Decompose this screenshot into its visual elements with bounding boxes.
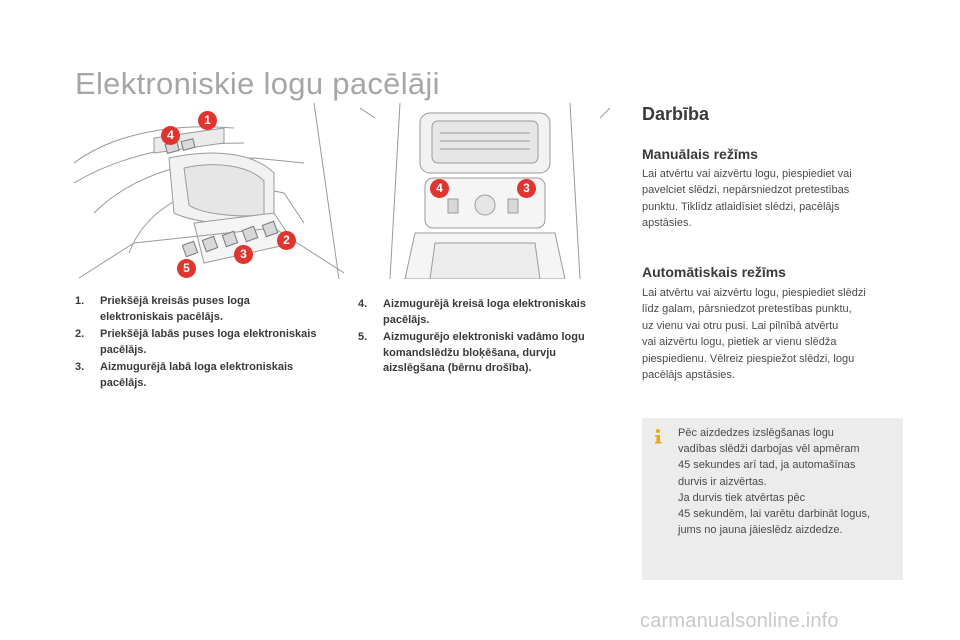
legend-item-2 bbox=[75, 327, 325, 358]
callout-4-front: 4 bbox=[161, 126, 180, 145]
callout-4-rear: 4 bbox=[430, 179, 449, 198]
legend-item-1 bbox=[75, 294, 325, 325]
legend-number: 3. bbox=[75, 361, 85, 373]
auto-mode-title: Automātiskais režīms bbox=[642, 264, 786, 280]
callout-5: 5 bbox=[177, 259, 196, 278]
legend-item-3 bbox=[75, 360, 325, 391]
legend-item-4 bbox=[358, 297, 618, 328]
legend-text: Priekšējā labās puses loga elektroniskais pacēlājs. bbox=[100, 328, 317, 356]
info-icon bbox=[650, 428, 666, 444]
auto-mode-text: Lai atvērtu vai aizvērtu logu, piespiediet slēdzi līdz galam, pārsniedzot pretestības punktu, uz vienu vai otru pusi. Lai pilnībā atvērtu vai aizvērtu logu, pietiek ar vienu slēdža piespiedienu. Vēlreiz piespiežot slēdzi, logu pacēlājs apstāsies. bbox=[642, 287, 866, 382]
legend-list-right bbox=[358, 297, 618, 379]
legend-number: 5. bbox=[358, 331, 368, 343]
info-note bbox=[642, 418, 903, 580]
callout-3-rear: 3 bbox=[517, 179, 536, 198]
callout-2: 2 bbox=[277, 231, 296, 250]
legend-number: 1. bbox=[75, 295, 85, 307]
legend-item-5 bbox=[358, 330, 618, 377]
rear-console-drawing bbox=[360, 103, 610, 279]
legend-text: Aizmugurējo elektroniski vadāmo logu komandslēdžu bloķēšana, durvju aizslēgšana (bērnu drošība). bbox=[383, 331, 585, 374]
rear-console-illustration bbox=[360, 103, 610, 279]
legend-text: Aizmugurējā labā loga elektroniskais pacēlājs. bbox=[100, 361, 294, 389]
callout-3: 3 bbox=[234, 245, 253, 264]
section-title: Darbība bbox=[642, 104, 710, 124]
legend-number: 4. bbox=[358, 298, 368, 310]
callout-1: 1 bbox=[198, 111, 217, 130]
watermark: carmanualsonline.info bbox=[640, 610, 839, 632]
page-title: Elektroniskie logu pacēlāji bbox=[75, 66, 440, 101]
legend-number: 2. bbox=[75, 328, 85, 340]
door-panel-illustration bbox=[74, 103, 344, 279]
manual-mode-title: Manuālais režīms bbox=[642, 146, 758, 162]
legend-text: Aizmugurējā kreisā loga elektroniskais pacēlājs. bbox=[383, 298, 586, 326]
manual-mode-text: Lai atvērtu vai aizvērtu logu, piespiediet vai pavelciet slēdzi, nepārsniedzot pretestības punktu. Tiklīdz atlaidīsiet slēdzi, pacēlājs apstāsies. bbox=[642, 168, 852, 230]
legend-text: Priekšējā kreisās puses loga elektroniskais pacēlājs. bbox=[100, 295, 250, 323]
legend-list-left bbox=[75, 294, 325, 393]
info-note-text: Pēc aizdedzes izslēgšanas logu vadības slēdži darbojas vēl apmēram 45 sekundes arī tad, ja automašīnas durvis ir aizvērtas. Ja durvis tiek atvērtas pēc 45 sekundēm, lai varētu darbināt logus, jums no jauna jāieslēdz aizdedze. bbox=[678, 427, 871, 537]
